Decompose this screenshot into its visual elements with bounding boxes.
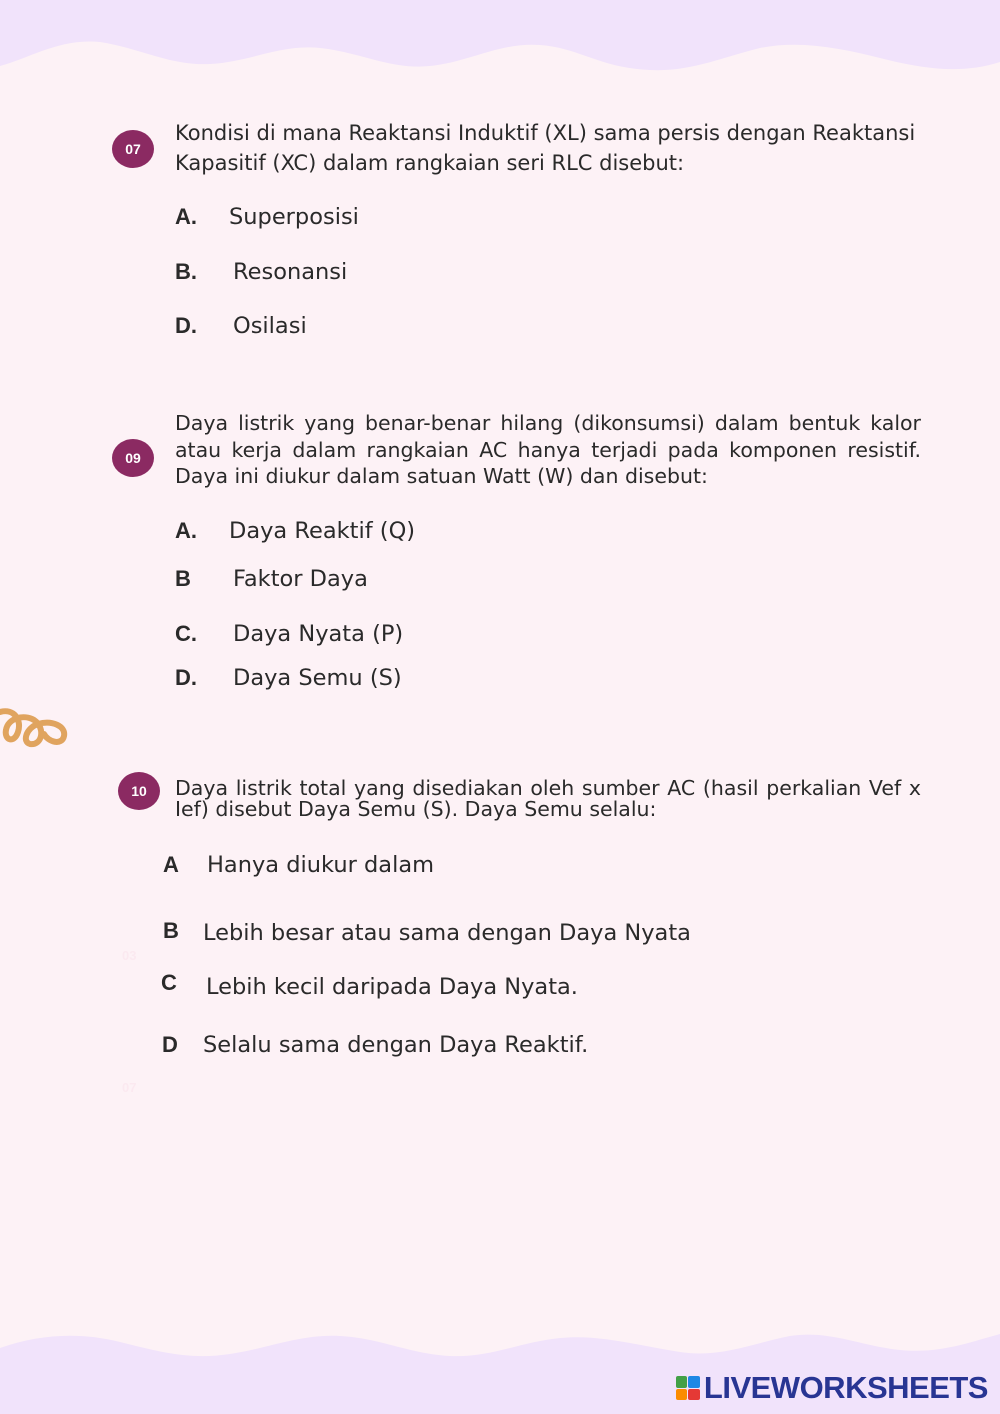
option-text: Daya Semu (S): [233, 665, 402, 691]
option-text: Daya Reaktif (Q): [229, 518, 416, 544]
option-letter: C: [161, 970, 177, 995]
option-letter: A.: [175, 204, 197, 229]
option-text: Faktor Daya: [233, 566, 368, 592]
option-text: Selalu sama dengan Daya Reaktif.: [203, 1032, 589, 1058]
option-text: Lebih kecil daripada Daya Nyata.: [206, 974, 578, 1000]
faint-number-label: 03: [122, 948, 137, 963]
swirl-decoration: [0, 690, 80, 770]
option-letter: B.: [175, 259, 197, 284]
question-text: Kondisi di mana Reaktansi Induktif (XL) sama persis dengan Reaktansi Kapasitif (XC) dalam rangkaian seri RLC disebut:: [175, 121, 916, 175]
option-text: Daya Nyata (P): [233, 621, 404, 647]
question-text: Daya listrik total yang disediakan oleh sumber AC (hasil perkalian Vef x Ief) disebut Daya Semu (S). Daya Semu selalu:: [175, 776, 921, 821]
option-text: Resonansi: [233, 259, 348, 285]
option-letter: B: [163, 918, 179, 943]
faint-number-label: 07: [122, 1080, 137, 1095]
option-letter: A: [163, 852, 179, 877]
option-letter: D: [162, 1032, 178, 1057]
question-number-badge: 07: [112, 130, 154, 168]
liveworksheets-logo-icon: [676, 1376, 700, 1400]
option-letter: D.: [175, 313, 197, 338]
brand-name: LIVEWORKSHEETS: [703, 1370, 988, 1405]
question-number-badge: 09: [112, 439, 154, 477]
option-letter: C.: [175, 621, 197, 646]
option-letter: B: [175, 566, 191, 591]
question-text: Daya listrik yang benar-benar hilang (dikonsumsi) dalam bentuk kalor atau kerja dalam rangkaian AC hanya terjadi pada komponen resistif. Daya ini diukur dalam satuan Watt (W) dan disebut:: [175, 411, 921, 488]
option-letter: D.: [175, 665, 197, 690]
option-letter: A.: [175, 518, 197, 543]
option-text: Lebih besar atau sama dengan Daya Nyata: [203, 920, 691, 946]
option-text: Superposisi: [229, 204, 359, 230]
option-text: Hanya diukur dalam: [207, 852, 435, 878]
top-wave-decoration: [0, 0, 1000, 80]
question-number-badge: 10: [118, 772, 160, 810]
liveworksheets-brand[interactable]: [676, 1370, 988, 1406]
option-text: Osilasi: [233, 313, 307, 339]
